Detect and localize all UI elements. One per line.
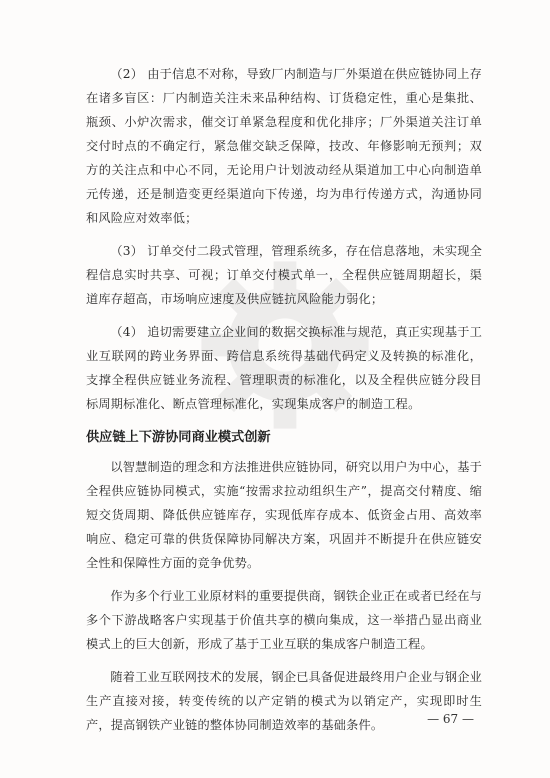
section-heading: 供应链上下游协同商业模式创新 bbox=[86, 430, 271, 445]
paragraph-point-4: （4） 追切需要建立企业间的数据交换标准与规范，真正实现基于工业互联网的跨业务界面、跨信息系统得基础代码定义及转换的标准化，支撑全程供应链业务流程、管理职责的标准化，以及全程供应链分段目标周期标准化、断点管理标准化，实现集成客户的制造工程。 bbox=[86, 325, 482, 411]
paragraph-body: 作为多个行业工业原材料的重要提供商，钢铁企业正在或者已经在与多个下游战略客户实现基于价值共享的横向集成，这一举措凸显出商业模式上的巨大创新，形成了基于工业互联的集成客户制造工程。 bbox=[86, 589, 483, 651]
paragraph-point-2: （2） 由于信息不对称，导致厂内制造与厂外渠道在供应链协同上存在诸多盲区：厂内制造关注未来品种结构、订货稳定性，重心是集批、瓶颈、小炉次需求，催交订单紧急程度和优化排序；厂外渠道关注订单交付时点的不确定行，紧急催交缺乏保障，技改、年修影响无预判；双方的关注点和中心不同，无论用户计划波动经从渠道加工中心向制造单元传递，还是制造变更经渠道向下传递，均为串行传递方式，沟通协同和风险应对效率低； bbox=[86, 67, 482, 225]
page-number: — 67 — bbox=[427, 712, 474, 726]
document-body bbox=[86, 62, 482, 746]
paragraph-body: 以智慧制造的理念和方法推进供应链协同，研究以用户为中心，基于全程供应链协同模式，实施“按需求拉动组织生产”，提高交付精度、缩短交货周期、降低供应链库存，实现低库存成本、低资金占用、高效率响应、稳定可靠的供货保障协同解决方案，巩固并不断提升在供应链安全性和保障性方面的竞争优势。 bbox=[86, 460, 483, 570]
paragraph-point-3: （3） 订单交付二段式管理，管理系统多，存在信息落地，未实现全程信息实时共享、可视；订单交付模式单一，全程供应链周期超长，渠道库存超高，市场响应速度及供应链抗风险能力弱化； bbox=[86, 244, 482, 306]
paragraph-body: 随着工业互联网技术的发展，钢企已具备促进最终用户企业与钢企业生产直接对接，转变传统的以产定销的模式为以销定产，实现即时生产，提高钢铁产业链的整体协同制造效率的基础条件。 bbox=[86, 670, 483, 732]
